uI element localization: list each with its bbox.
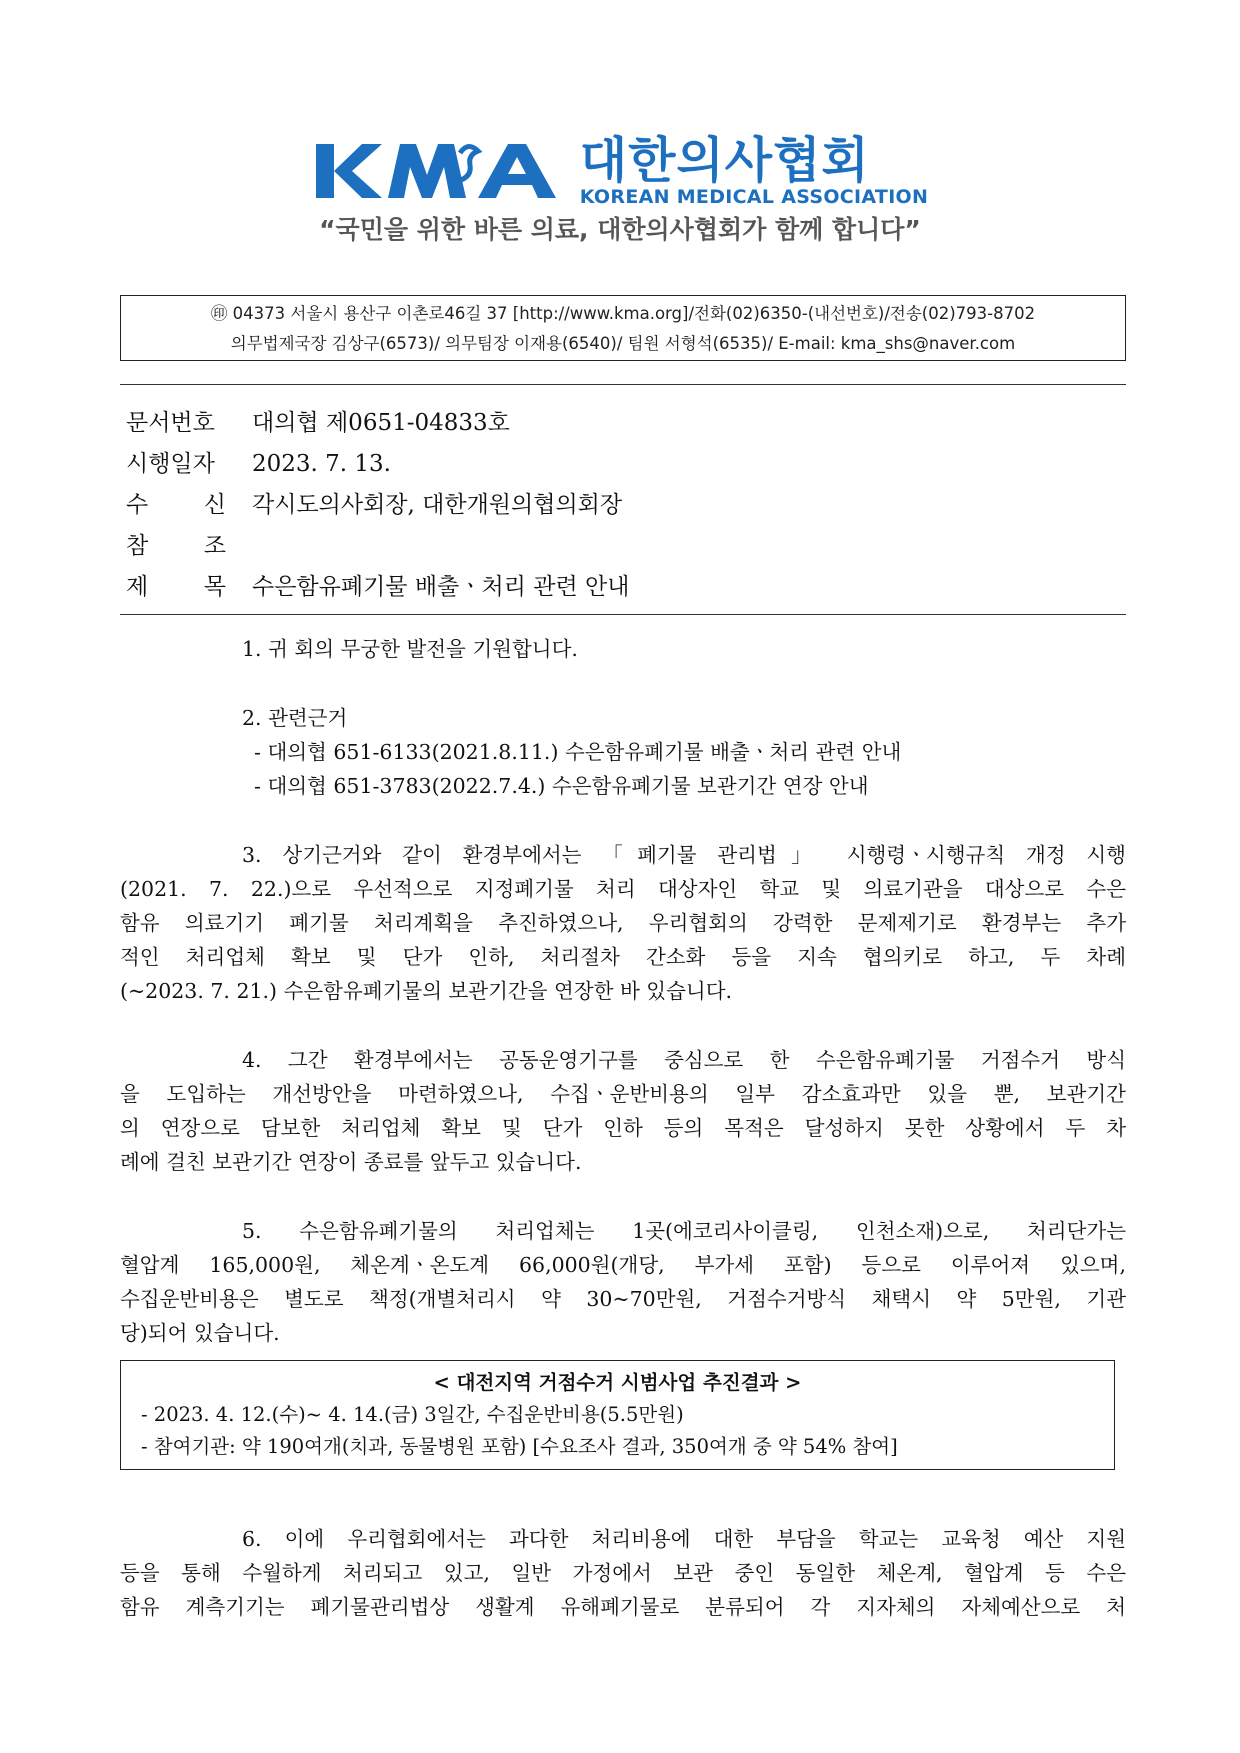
recipient-label: 수 신 [126,492,226,518]
pilot-result-item-2: - 참여기관: 약 190여개(치과, 동물병원 포함) [수요조사 결과, 350여개 중 약 54% 참여] [141,1435,898,1458]
reference-label: 참 조 [126,533,226,559]
paragraph-6: 6. 이에 우리협회에서는 과다한 처리비용에 대한 부담을 학교는 교육청 예산 지원 등을 통해 수월하게 처리되고 있고, 일반 가정에서 보관 중인 동일한 체온계, 혈압계 등 수은 함유 계측기기는 폐기물관리법상 생활계 유해폐기물로 분류되어 각 지자체의 자체예산으로 처 [120,1527,1126,1619]
letterhead [0,134,1240,208]
paragraph-4: 4. 그간 환경부에서는 공동운영기구를 중심으로 한 수은함유폐기물 거점수거 방식 을 도입하는 개선방안을 마련하였으나, 수집ㆍ운반비용의 일부 감소효과만 있을 뿐, 보관기간 의 연장으로 담보한 처리업체 확보 및 단가 인하 등의 목적은 달성하지 못한 상황에서 두 차 례에 걸친 보관기간 연장이 종료를 앞두고 있습니다. [120,1048,1126,1174]
field-reference [126,526,629,567]
reference-item-2: - 대의협 651-3783(2022.7.4.) 수은함유폐기물 보관기간 연장 안내 [254,774,869,798]
date-label: 시행일자 [126,451,215,477]
pilot-result-box [120,1360,1115,1470]
reference-item-1: - 대의협 651-6133(2021.8.11.) 수은함유폐기물 배출ㆍ처리 관련 안내 [254,740,902,764]
paragraph-5: 5. 수은함유폐기물의 처리업체는 1곳(에코리사이클링, 인천소재)으로, 처리단가는 혈압계 165,000원, 체온계ㆍ온도계 66,000원(개당, 부가세 포함) 등으로 이루어져 있으며, 수집운반비용은 별도로 책정(개별처리시 약 30~70만원, 거점수거방식 채택시 약 5만원, 기관 당)되어 있습니다. [120,1219,1126,1345]
field-subject [126,567,629,608]
paragraph-1: 1. 귀 회의 무궁한 발전을 기원합니다. [242,637,578,661]
paragraph-3: 3. 상기근거와 같이 환경부에서는 「폐기물 관리법」 시행령ㆍ시행규칙 개정 시행 (2021. 7. 22.)으로 우선적으로 지정폐기물 처리 대상자인 학교 및 의료기관을 대상으로 수은 함유 의료기기 폐기물 처리계획을 추진하였으나, 우리협회의 강력한 문제제기로 환경부는 추가 적인 처리업체 확보 및 단가 인하, 처리절차 간소화 등을 지속 협의키로 하고, 두 차례 (~2023. 7. 21.) 수은함유폐기물의 보관기간을 연장한 바 있습니다. [120,843,1126,1003]
paragraph-2-title: 2. 관련근거 [242,706,348,730]
subject-label: 제 목 [126,574,226,600]
field-recipient [126,485,629,526]
document-body [120,632,1126,1624]
header-bottom-rule [120,614,1126,615]
field-date [126,444,629,485]
org-name-english: KOREAN MEDICAL ASSOCIATION [579,186,929,208]
contact-address-line: ㊞ 04373 서울시 용산구 이촌로46길 37 [http://www.kma.org]/전화(02)6350-(내선번호)/전송(02)793-8702 [210,304,1036,323]
date-value: 2023. 7. 13. [252,451,391,477]
pilot-result-title: < 대전지역 거점수거 시범사업 추진결과 > [433,1371,802,1394]
header-top-rule [120,384,1126,385]
contact-staff-line: 의무법제국장 김상구(6573)/ 의무팀장 이재용(6540)/ 팀원 서형석(6535)/ E-mail: kma_shs@naver.com [230,334,1016,353]
org-name-korean: 대한의사협회 [579,132,870,189]
contact-box [120,295,1126,361]
slogan: “국민을 위한 바른 의료, 대한의사협회가 함께 합니다” [319,215,921,244]
pilot-result-item-1: - 2023. 4. 12.(수)~ 4. 14.(금) 3일간, 수집운반비용(5.5만원) [141,1403,684,1426]
document-header-fields [126,403,629,608]
recipient-value: 각시도의사회장, 대한개원의협의회장 [252,492,623,518]
doc-number-value: 대의협 제0651-04833호 [252,410,510,436]
field-doc-number [126,403,629,444]
subject-value: 수은함유폐기물 배출ㆍ처리 관련 안내 [252,574,630,600]
doc-number-label: 문서번호 [126,410,215,436]
kma-logo-icon [312,141,562,201]
